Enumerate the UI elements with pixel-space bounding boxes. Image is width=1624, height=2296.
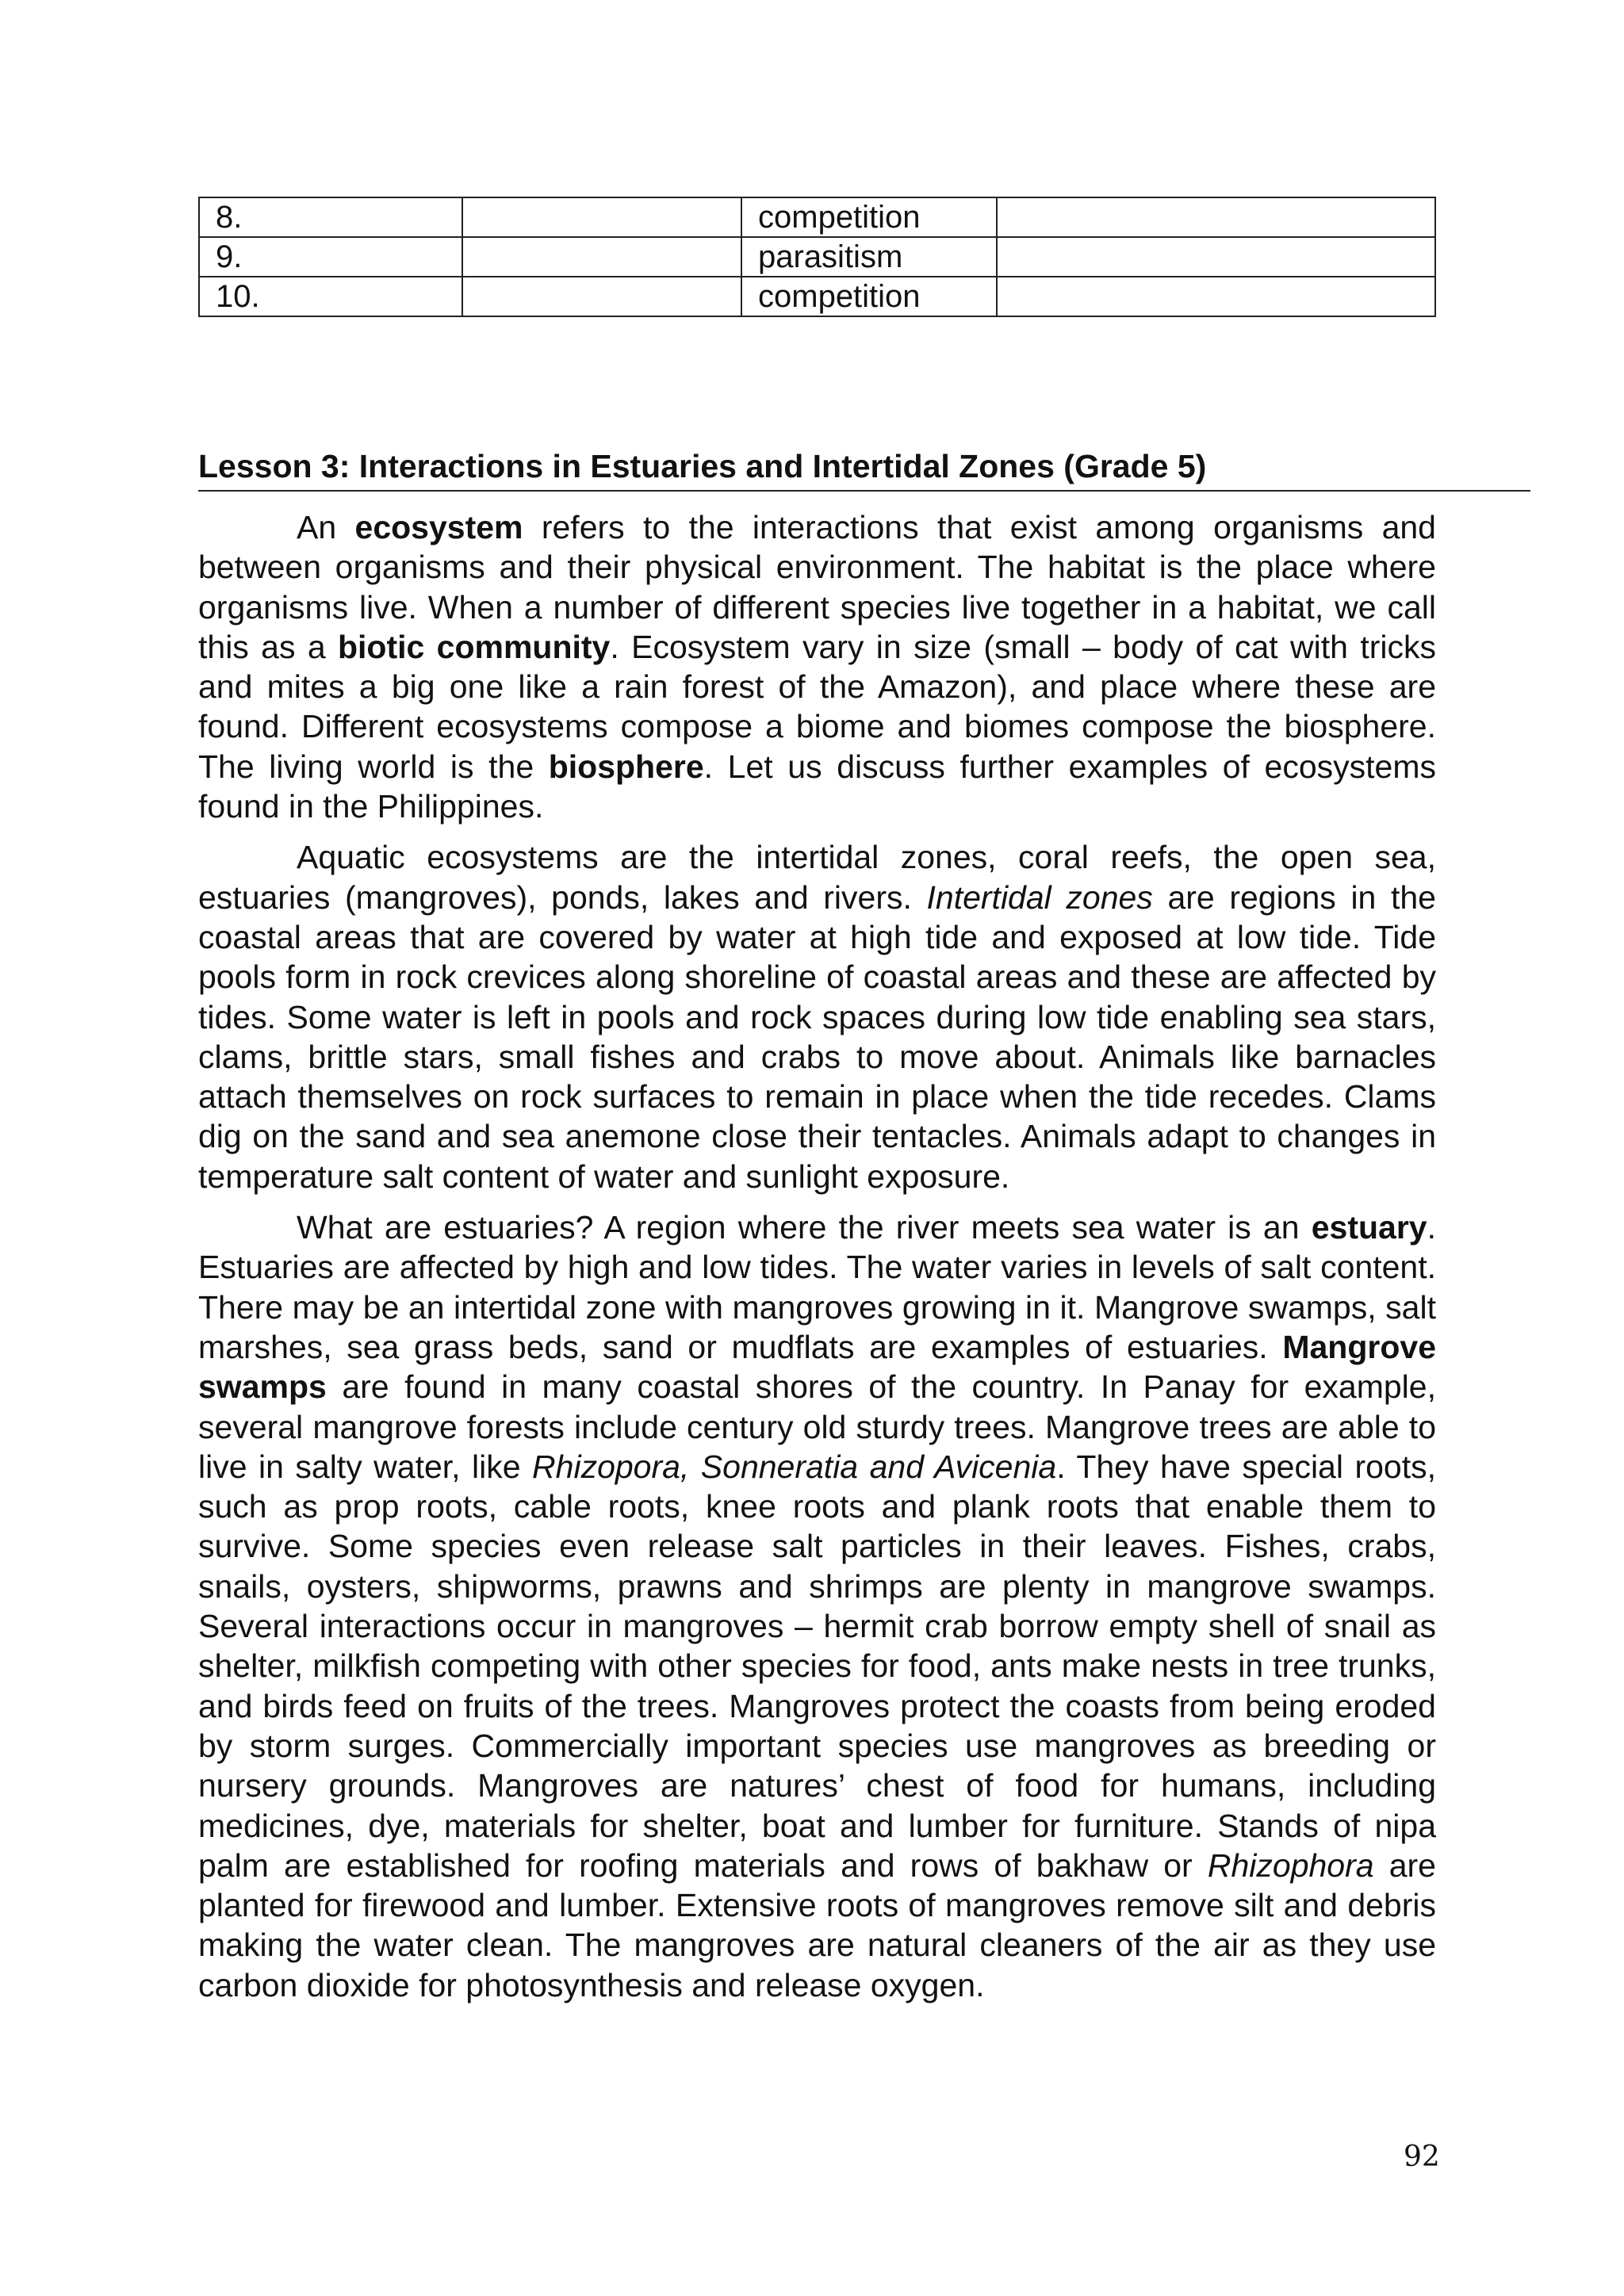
table-cell: [997, 197, 1435, 237]
table-cell: [997, 237, 1435, 277]
text-segment: are planted for firewood and lumber. Extensive roots of mangroves remove silt and debris making the water clean. The mangroves are natural cleaners of the air as they use carbon dioxide for photosynthesis and release oxygen.: [198, 1846, 1436, 2003]
paragraph: [198, 837, 1436, 1196]
text-segment: An: [297, 509, 355, 545]
table-row: [199, 197, 1435, 237]
italic-term: Intertidal zones: [926, 878, 1153, 916]
text-segment: What are estuaries? A region where the river meets sea water is an: [297, 1209, 1312, 1246]
table-cell: 9.: [199, 237, 462, 277]
table-cell: [462, 237, 741, 277]
table-cell: parasitism: [741, 237, 997, 277]
text-segment: Aquatic ecosystems are the intertidal zones, coral reefs, the open sea, estuaries (mangroves), ponds, lakes and rivers.: [198, 839, 1436, 916]
text-segment: refers to the interactions that exist among organisms and between organisms and their physical environment. The habitat is the place where organisms live. When a number of different species live together in a habitat, we call this as a: [198, 509, 1436, 665]
bold-term: biotic community: [337, 628, 611, 665]
lesson-title: Lesson 3: Interactions in Estuaries and Intertidal Zones (Grade 5): [198, 444, 1530, 492]
bold-term: biosphere: [548, 748, 704, 785]
lesson-body: [198, 507, 1436, 2016]
table-cell: [462, 277, 741, 316]
answer-table-body: [199, 197, 1435, 316]
answer-table: [198, 197, 1436, 317]
table-cell: 10.: [199, 277, 462, 316]
text-segment: are regions in the coastal areas that are covered by water at high tide and exposed at low tide. Tide pools form in rock crevices along shoreline of coastal areas and these are affected by tides. Some water is left in pools and rock spaces during low tide enabling sea stars, clams, brittle stars, small fishes and crabs to move about. Animals like barnacles attach themselves on rock surfaces to remain in place when the tide recedes. Clams dig on the sand and sea anemone close their tentacles. Animals adapt to changes in temperature salt content of water and sunlight exposure.: [198, 878, 1436, 1195]
italic-term: Rhizophora: [1207, 1846, 1374, 1884]
table-cell: competition: [741, 197, 997, 237]
table-row: [199, 237, 1435, 277]
table-cell: [462, 197, 741, 237]
text-segment: are found in many coastal shores of the country. In Panay for example, several mangrove forests include century old sturdy trees. Mangrove trees are able to live in salty water, like: [198, 1368, 1436, 1485]
table-cell: 8.: [199, 197, 462, 237]
paragraph: [198, 1207, 1436, 2005]
bold-term: estuary: [1311, 1209, 1427, 1246]
bold-term: ecosystem: [354, 509, 523, 545]
table-cell: competition: [741, 277, 997, 316]
text-segment: . Estuaries are affected by high and low tides. The water varies in levels of salt content. There may be an intertidal zone with mangroves growing in it. Mangrove swamps, salt marshes, sea grass beds, sand or mudflats are examples of estuaries.: [198, 1209, 1436, 1365]
text-segment: . Let us discuss further examples of ecosystems found in the Philippines.: [198, 748, 1436, 825]
bold-term: Mangrove swamps: [198, 1328, 1436, 1406]
text-segment: . Ecosystem vary in size (small – body of cat with tricks and mites a big one like a rain forest of the Amazon), and place where these are found. Different ecosystems compose a biome and biomes compose the biosphere. The living world is the: [198, 628, 1436, 785]
table-row: [199, 277, 1435, 316]
page-number: 92: [1404, 2141, 1440, 2173]
table-cell: [997, 277, 1435, 316]
text-segment: . They have special roots, such as prop roots, cable roots, knee roots and plank roots that enable them to survive. Some species even release salt particles in their leaves. Fishes, crabs, snails, oysters, shipworms, prawns and shrimps are plenty in mangrove swamps. Several interactions occur in mangroves – hermit crab borrow empty shell of snail as shelter, milkfish competing with other species for food, ants make nests in tree trunks, and birds feed on fruits of the trees. Mangroves protect the coasts from being eroded by storm surges. Commercially important species use mangroves as breeding or nursery grounds. Mangroves are natures’ chest of food for humans, including medicines, dye, materials for shelter, boat and lumber for furniture. Stands of nipa palm are established for roofing materials and rows of bakhaw or: [198, 1448, 1436, 1884]
paragraph: [198, 507, 1436, 826]
italic-term: Rhizopora, Sonneratia and Avicenia: [532, 1448, 1057, 1485]
